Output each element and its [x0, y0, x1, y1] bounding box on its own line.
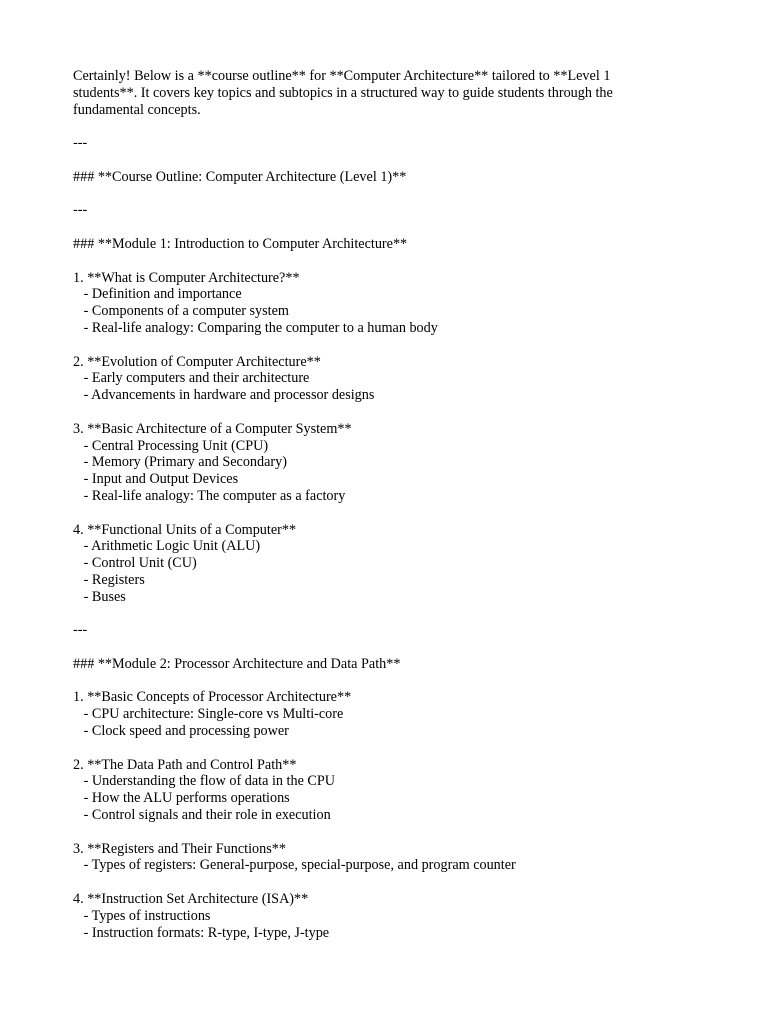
blank-line: [73, 186, 693, 203]
blank-line: [73, 404, 693, 421]
m2-topic-4-sub: - Types of instructions: [73, 907, 211, 924]
blank-line: [73, 219, 693, 236]
blank-line: [73, 740, 693, 757]
course-title-heading: ### **Course Outline: Computer Architecture (Level 1)**: [73, 168, 407, 185]
m1-topic-3-sub: - Real-life analogy: The computer as a factory: [73, 487, 346, 504]
m1-topic-4-sub: - Registers: [73, 571, 145, 588]
m1-topic-4: 4. **Functional Units of a Computer**: [73, 521, 297, 538]
m1-topic-4-sub: - Control Unit (CU): [73, 555, 197, 572]
m1-topic-4-sub: - Buses: [73, 588, 126, 605]
m1-topic-3-sub: - Central Processing Unit (CPU): [73, 437, 269, 454]
m1-topic-2-sub: - Early computers and their architecture: [73, 370, 310, 387]
blank-line: [73, 505, 693, 522]
blank-line: [73, 606, 693, 623]
separator: ---: [73, 622, 88, 639]
intro-line-3: fundamental concepts.: [73, 101, 201, 118]
blank-line: [73, 824, 693, 841]
separator: ---: [73, 135, 88, 152]
m1-topic-3: 3. **Basic Architecture of a Computer System**: [73, 420, 352, 437]
blank-line: [73, 337, 693, 354]
m2-topic-2: 2. **The Data Path and Control Path**: [73, 756, 297, 773]
m1-topic-1-sub: - Definition and importance: [73, 286, 242, 303]
document-page: [73, 68, 693, 941]
blank-line: [73, 118, 693, 135]
module-2-heading: ### **Module 2: Processor Architecture and Data Path**: [73, 655, 401, 672]
m1-topic-3-sub: - Input and Output Devices: [73, 471, 239, 488]
m1-topic-1-sub: - Real-life analogy: Comparing the computer to a human body: [73, 319, 438, 336]
m2-topic-1-sub: - Clock speed and processing power: [73, 723, 289, 740]
blank-line: [73, 253, 693, 270]
m2-topic-1: 1. **Basic Concepts of Processor Architecture**: [73, 689, 352, 706]
m2-topic-3: 3. **Registers and Their Functions**: [73, 840, 286, 857]
module-1-heading: ### **Module 1: Introduction to Computer Architecture**: [73, 235, 408, 252]
m1-topic-1: 1. **What is Computer Architecture?**: [73, 269, 300, 286]
blank-line: [73, 874, 693, 891]
blank-line: [73, 673, 693, 690]
intro-line-1: Certainly! Below is a **course outline** for **Computer Architecture** tailored to **Level 1: [73, 68, 611, 84]
m2-topic-4: 4. **Instruction Set Architecture (ISA)**: [73, 891, 309, 908]
m2-topic-3-sub: - Types of registers: General-purpose, special-purpose, and program counter: [73, 857, 516, 874]
m2-topic-2-sub: - How the ALU performs operations: [73, 790, 290, 807]
blank-line: [73, 152, 693, 169]
m1-topic-2: 2. **Evolution of Computer Architecture**: [73, 353, 321, 370]
separator: ---: [73, 202, 88, 219]
m2-topic-2-sub: - Understanding the flow of data in the CPU: [73, 773, 336, 790]
m1-topic-1-sub: - Components of a computer system: [73, 303, 289, 320]
m1-topic-2-sub: - Advancements in hardware and processor designs: [73, 387, 375, 404]
m2-topic-2-sub: - Control signals and their role in execution: [73, 807, 331, 824]
m2-topic-1-sub: - CPU architecture: Single-core vs Multi-core: [73, 706, 344, 723]
intro-line-2: students**. It covers key topics and subtopics in a structured way to guide students through the: [73, 84, 613, 101]
m2-topic-4-sub: - Instruction formats: R-type, I-type, J-type: [73, 924, 330, 941]
m1-topic-3-sub: - Memory (Primary and Secondary): [73, 454, 287, 471]
blank-line: [73, 639, 693, 656]
m1-topic-4-sub: - Arithmetic Logic Unit (ALU): [73, 538, 261, 555]
